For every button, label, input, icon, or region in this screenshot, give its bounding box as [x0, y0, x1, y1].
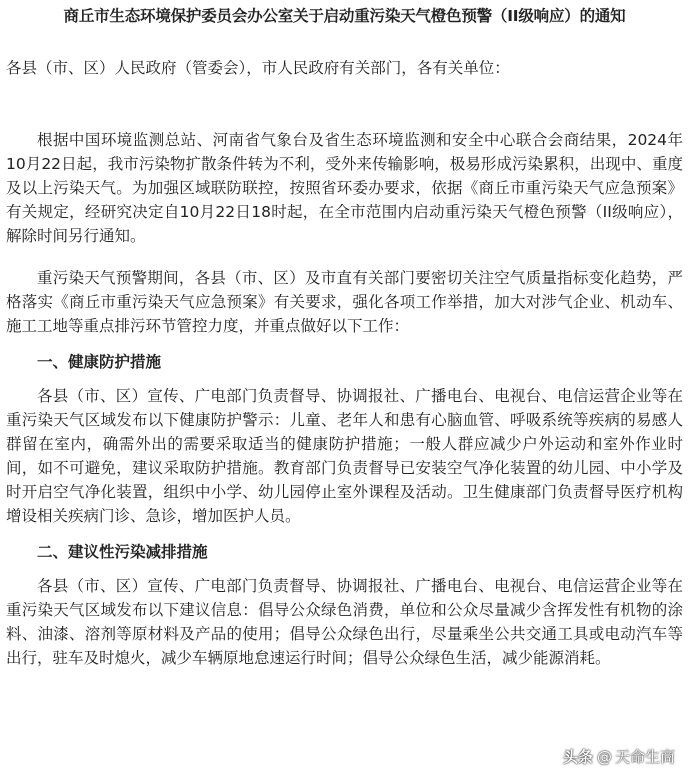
section-body-reduction: 各县（市、区）宣传、广电部门负责督导、协调报社、广播电台、电视台、电信运营企业等在重污染天气区域发布以下建议信息：倡导公众绿色消费，单位和公众尽量减少含挥发性有机物的涂料、油漆、溶剂等原材料及产品的使用；倡导公众绿色出行，尽量乘坐公共交通工具或电动汽车等出行，驻车及时熄火，减少车辆原地怠速运行时间；倡导公众绿色生活，减少能源消耗。: [6, 577, 683, 667]
section-heading-health: 一、健康防护措施: [37, 353, 162, 371]
watermark-account: 天命生商: [614, 748, 675, 766]
at-icon: @: [596, 747, 612, 766]
section-heading-reduction: 二、建议性污染减排措施: [37, 543, 208, 561]
body-paragraph-2: 重污染天气预警期间，各县（市、区）及市直有关部门要密切关注空气质量指标变化趋势，严格落实《商丘市重污染天气应急预案》有关要求，强化各项工作举措，加大对涉气企业、机动车、施工工地等重点排污环节管控力度，并重点做好以下工作：: [6, 269, 683, 335]
watermark: [563, 746, 675, 767]
section-body-health: 各县（市、区）宣传、广电部门负责督导、协调报社、广播电台、电视台、电信运营企业等在重污染天气区域发布以下健康防护警示：儿童、老年人和患有心脑血管、呼吸系统等疾病的易感人群留在室内，确需外出的需要采取适当的健康防护措施；一般人群应减少户外运动和室外作业时间，如不可避免，建议采取防护措施。教育部门负责督导已安装空气净化装置的幼儿园、中小学及时开启空气净化装置，组织中小学、幼儿园停止室外课程及活动。卫生健康部门负责督导医疗机构增设相关疾病门诊、急诊，增加医护人员。: [6, 387, 683, 525]
document-title: 商丘市生态环境保护委员会办公室关于启动重污染天气橙色预警（II级响应）的通知: [63, 7, 626, 25]
salutation: 各县（市、区）人民政府（管委会），市人民政府有关部门，各有关单位：: [6, 59, 510, 77]
body-paragraph-1: 根据中国环境监测总站、河南省气象台及省生态环境监测和安全中心联合会商结果，2024年10月22日起，我市污染物扩散条件转为不利，受外来传输影响，极易形成污染累积，出现中、重度及以上污染天气。为加强区域联防联控，按照省环委办要求，依据《商丘市重污染天气应急预案》有关规定，经研究决定自10月22日18时起，在全市范围内启动重污染天气橙色预警（II级响应），解除时间另行通知。: [6, 131, 683, 245]
toutiao-logo: 头条: [562, 748, 593, 766]
